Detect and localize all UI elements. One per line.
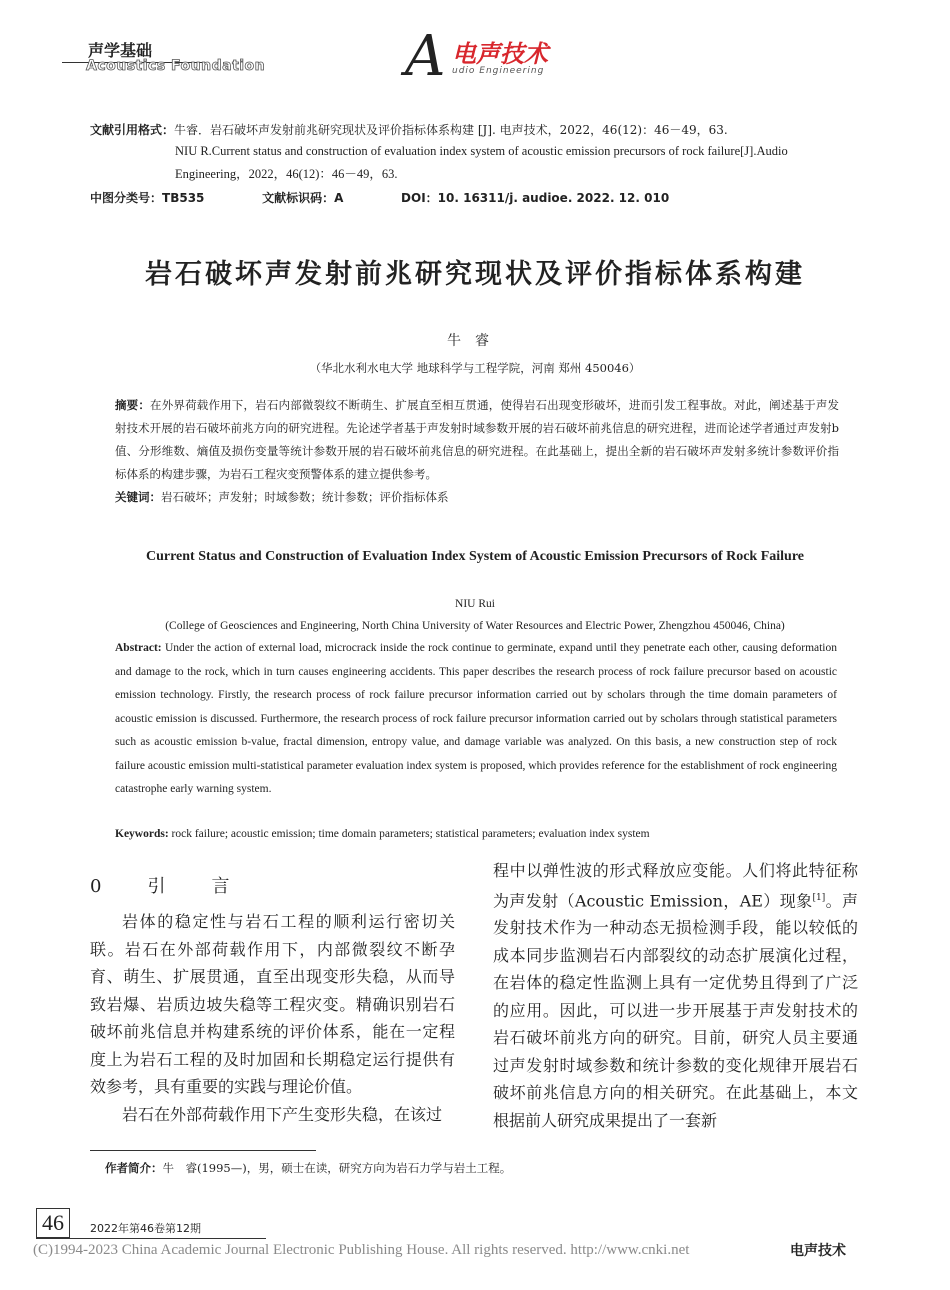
copyright-watermark: (C)1994-2023 China Academic Journal Electronic Publishing House. All rights reserved. http://www.cnki.net xyxy=(33,1242,690,1258)
english-abstract-label: Abstract: xyxy=(115,642,162,654)
body-right-column xyxy=(493,857,858,1134)
page-number: 46 xyxy=(36,1208,70,1238)
english-keywords xyxy=(115,823,837,847)
doi-label: DOI： xyxy=(401,191,438,205)
doc-code-value: A xyxy=(334,191,344,205)
abstract-cn-label: 摘要： xyxy=(115,398,151,412)
paragraph-text: 。声发射技术作为一种动态无损检测手段，能以较低的成本同步监测岩石内部裂纹的动态扩展演化过程，在岩体的稳定性监测上具有一定优势且得到了广泛的应用。因此，可以进一步开展基于声发射技术的岩石破坏前兆方向的研究。目前，研究人员主要通过声发射时域参数和统计参数的变化规律开展岩石破坏前兆信息方向的相关研究。在此基础上，本文根据前人研究成果提出了一套新 xyxy=(493,890,858,1130)
citation-en-1: NIU R.Current status and construction of evaluation index system of acoustic emission precursors of rock failure[J].Audio xyxy=(175,144,788,158)
english-author: NIU Rui xyxy=(455,598,495,610)
clc-value: TB535 xyxy=(162,191,205,205)
footer-rule xyxy=(36,1238,266,1239)
english-keywords-text: rock failure; acoustic emission; time domain parameters; statistical parameters; evaluation index system xyxy=(171,828,650,840)
section-name-en: Acoustics Foundation xyxy=(86,58,266,74)
english-title: Current Status and Construction of Evaluation Index System of Acoustic Emission Precursors of Rock Failure xyxy=(145,549,805,564)
paragraph-text: 程中以弹性波的形式释放应变能。人们将此特征称为声发射（Acoustic Emission，AE）现象 xyxy=(493,861,858,910)
journal-logo-cn: 电声技术 xyxy=(452,40,548,68)
paragraph: 岩体的稳定性与岩石工程的顺利运行密切关联。岩石在外部荷载作用下，内部微裂纹不断孕育、萌生、扩展贯通，直至出现变形失稳，从而导致岩爆、岩质边坡失稳等工程灾变。精确识别岩石破坏前兆信息并构建系统的评价体系，能在一定程度上为岩石工程的及时加固和长期稳定运行提供有效参考，具有重要的实践与理论价值。 xyxy=(90,912,455,1096)
paper-title: 岩石破坏声发射前兆研究现状及评价指标体系构建 xyxy=(145,259,805,290)
english-affiliation: (College of Geosciences and Engineering, North China University of Water Resources and Electric Power, Zhengzhou 450046, China) xyxy=(165,620,785,632)
citation-en-2: Engineering，2022，46(12)：46－49，63. xyxy=(175,167,398,181)
journal-logo-letter: A xyxy=(405,24,446,89)
footnote-text: 牛 睿(1995—)，男，硕士在读，研究方向为岩石力学与岩土工程。 xyxy=(162,1161,512,1175)
author-name: 牛睿 xyxy=(447,333,503,349)
paragraph: 岩石在外部荷载作用下产生变形失稳，在该过 xyxy=(122,1104,443,1124)
journal-logo-en: udio Engineering xyxy=(452,66,545,76)
affiliation: （华北水利水电大学 地球科学与工程学院，河南 郑州 450046） xyxy=(309,361,641,375)
citation-ref[interactable]: [1] xyxy=(812,892,826,903)
journal-brand: 电声技术 xyxy=(790,1243,846,1259)
english-abstract xyxy=(115,637,837,802)
section-heading: 0 引 言 xyxy=(90,876,244,897)
clc-label: 中图分类号： xyxy=(90,191,163,205)
paragraph xyxy=(493,857,858,1134)
footnote-label: 作者简介： xyxy=(105,1161,163,1175)
english-abstract-text: Under the action of external load, microcrack inside the rock continue to germinate, expand until they penetrate each other, causing deformation and damage to the rock, which in turn causes engineering accidents. This paper describes the research process of rock failure precursor based on acoustic emission technology. Firstly, the research process of rock failure precursor information carried out by scholars through the time domain parameters of acoustic emission is discussed. Furthermore, the research process of rock failure precursor information carried out by scholars through statistical parameters such as acoustic emission b-value, fractal dimension, entropy value, and damage variable was analyzed. On this basis, a new construction step of rock failure acoustic emission multi-statistical parameter evaluation index system is proposed, which provides reference for the establishment of rock engineering catastrophe early warning system. xyxy=(115,642,838,795)
keywords-cn xyxy=(115,486,839,509)
keywords-cn-label: 关键词： xyxy=(115,490,161,504)
body-left-column xyxy=(90,908,455,1128)
citation-block xyxy=(90,120,850,208)
doi-value: 10. 16311/j. audioe. 2022. 12. 010 xyxy=(437,191,670,205)
issue-info: 2022年第46卷第12期 xyxy=(90,1222,201,1235)
citation-cn: 牛睿．岩石破坏声发射前兆研究现状及评价指标体系构建 [J]. 电声技术，2022，46(12)：46－49，63. xyxy=(174,123,728,137)
footnote-rule xyxy=(90,1150,316,1151)
english-keywords-label: Keywords: xyxy=(115,828,169,840)
citation-label: 文献引用格式： xyxy=(90,123,175,137)
abstract-cn-text: 在外界荷载作用下，岩石内部微裂纹不断萌生、扩展直至相互贯通，使得岩石出现变形破坏，进而引发工程事故。对此，阐述基于声发射技术开展的岩石破坏前兆方向的研究进程。先论述学者基于声发射时域参数开展的岩石破坏前兆信息的研究进程，进而论述学者通过声发射b值、分形维数、熵值及损伤变量等统计参数开展的岩石破坏前兆信息的研究进程。在此基础上，提出全新的岩石破坏声发射多统计参数评价指标体系的构建步骤，为岩石工程灾变预警体系的建立提供参考。 xyxy=(115,398,839,481)
section-name: 声学基础 xyxy=(88,41,153,60)
author-footnote xyxy=(105,1160,511,1176)
doc-code-label: 文献标识码： xyxy=(262,191,335,205)
keywords-cn-text: 岩石破坏；声发射；时域参数；统计参数；评价指标体系 xyxy=(161,490,449,504)
abstract-cn xyxy=(115,394,839,486)
